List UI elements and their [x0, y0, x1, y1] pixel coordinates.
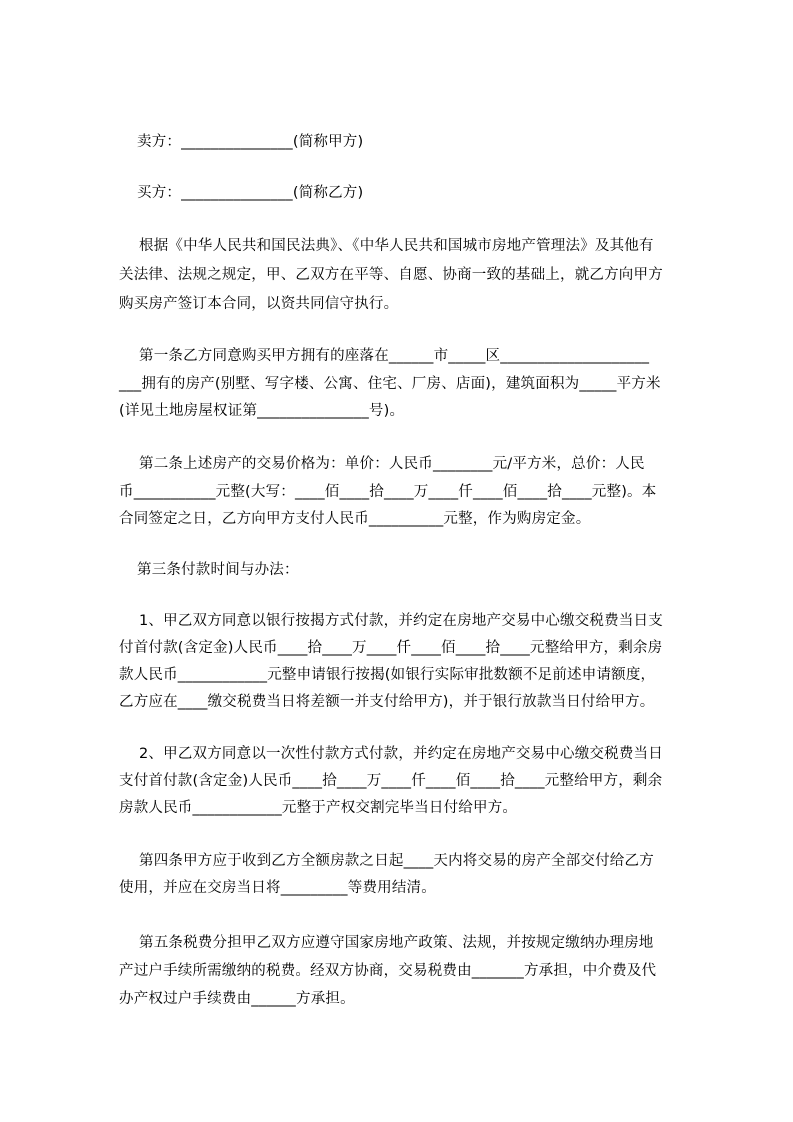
preamble-line-1: 根据《中华人民共和国民法典》、《中华人民共和国城市房地产管理法》及其他有 — [139, 238, 654, 254]
article3-title: 第三条付款时间与办法： — [137, 562, 299, 578]
article1-line-1: 第一条乙方同意购买甲方拥有的座落在______市_____区____________________ — [139, 348, 650, 364]
article2-line-1: 第二条上述房产的交易价格为：单价：人民币________元/平方米，总价：人民 — [139, 456, 645, 472]
preamble-line-3: 购买房产签订本合同，以资共同信守执行。 — [119, 296, 399, 312]
preamble-line-2: 关法律、法规之规定，甲、乙双方在平等、自愿、协商一致的基础上，就乙方向甲方 — [119, 267, 663, 283]
article2-line-3: 合同签定之日，乙方向甲方支付人民币__________元整，作为购房定金。 — [119, 511, 591, 527]
article4-line-1: 第四条甲方应于收到乙方全额房款之日起____天内将交易的房产全部交付给乙方 — [139, 853, 654, 869]
article3-item2-line-2: 支付首付款(含定金)人民币____拾____万____仟____佰____拾____元整给甲方，剩余 — [119, 773, 663, 789]
buyer-line: 买方：_______________(简称乙方) — [137, 185, 364, 201]
article1-line-3: (详见土地房屋权证第_______________号)。 — [119, 403, 405, 419]
article5-line-2: 产过户手续所需缴纳的税费。经双方协商，交易税费由_______方承担，中介费及代 — [119, 963, 657, 979]
article3-item1-line-2: 付首付款(含定金)人民币____拾____万____仟____佰____拾____元整给甲方，剩余房 — [119, 640, 663, 656]
seller-line: 卖方：_______________(简称甲方) — [137, 134, 364, 150]
article4-line-2: 使用，并应在交房当日将_________等费用结清。 — [119, 880, 436, 896]
article3-item1-line-1: 1、甲乙双方同意以银行按揭方式付款，并约定在房地产交易中心缴交税费当日支 — [139, 613, 663, 629]
article5-line-1: 第五条税费分担甲乙双方应遵守国家房地产政策、法规，并按规定缴纳办理房地 — [139, 935, 654, 951]
article5-line-3: 办产权过户手续费由______方承担。 — [119, 991, 355, 1007]
article3-item1-line-3: 款人民币____________元整申请银行按揭(如银行实际审批数额不足前述申请额度， — [119, 667, 656, 683]
article3-item2-line-1: 2、甲乙双方同意以一次性付款方式付款，并约定在房地产交易中心缴交税费当日 — [139, 746, 663, 762]
article1-line-2: ___拥有的房产(别墅、写字楼、公寓、住宅、厂房、店面)，建筑面积为_____平方米 — [119, 376, 661, 392]
article2-line-2: 币___________元整(大写：____佰____拾____万____仟____佰____拾____元整)。本 — [119, 484, 657, 500]
article3-item2-line-3: 房款人民币____________元整于产权交割完毕当日付给甲方。 — [119, 800, 518, 816]
article3-item1-line-4: 乙方应在____缴交税费当日将差额一并支付给甲方)，并于银行放款当日付给甲方。 — [119, 694, 655, 710]
